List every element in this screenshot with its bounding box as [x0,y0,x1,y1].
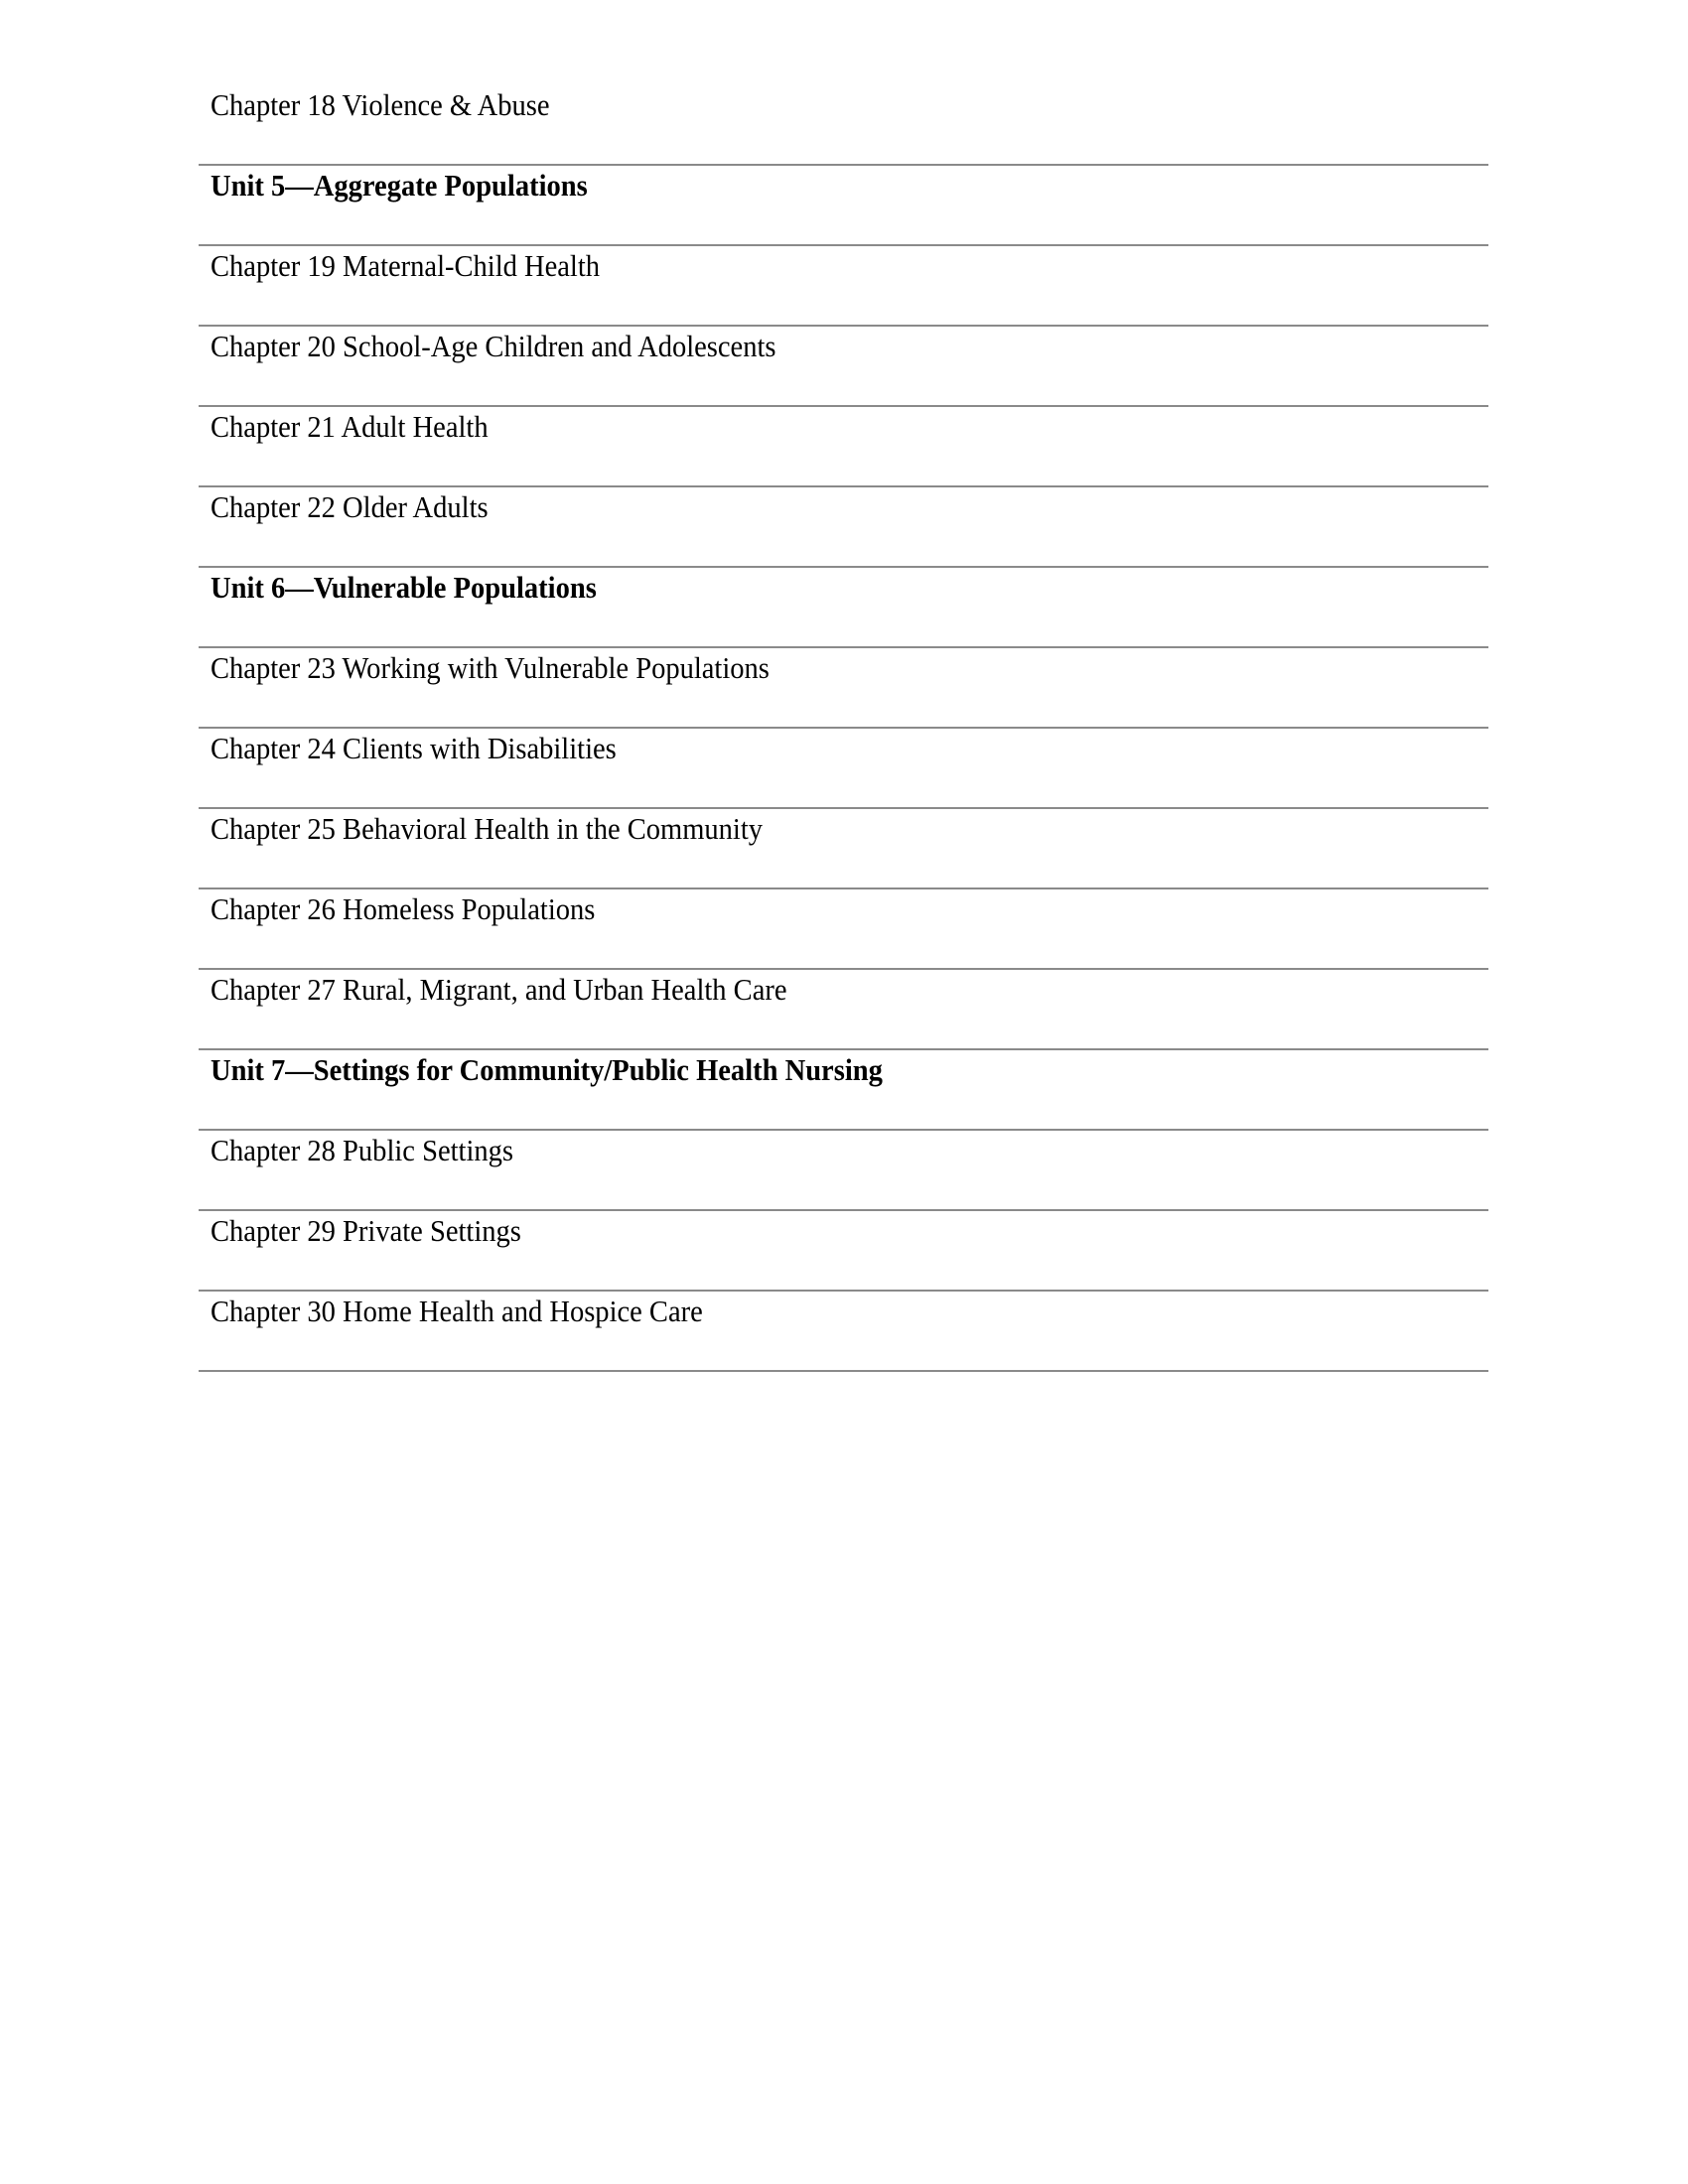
toc-row-label: Chapter 25 Behavioral Health in the Community [211,811,764,846]
toc-row-unit-7 [199,1050,1488,1131]
toc-row-label: Chapter 20 School-Age Children and Adolescents [211,329,776,363]
toc-row-label: Chapter 24 Clients with Disabilities [211,731,617,765]
toc-row-label: Chapter 22 Older Adults [211,489,489,524]
toc-row-chapter-18 [199,85,1488,166]
table-of-contents [199,85,1488,1372]
toc-row-chapter-19 [199,246,1488,327]
toc-unit-heading: Unit 7—Settings for Community/Public Health Nursing [211,1052,883,1087]
toc-row-label: Chapter 18 Violence & Abuse [211,87,550,122]
toc-unit-heading: Unit 6—Vulnerable Populations [211,570,597,605]
toc-row-label: Chapter 27 Rural, Migrant, and Urban Health Care [211,972,787,1007]
toc-row-chapter-20 [199,327,1488,407]
toc-row-chapter-26 [199,889,1488,970]
toc-row-chapter-22 [199,487,1488,568]
toc-row-label: Chapter 30 Home Health and Hospice Care [211,1294,703,1328]
toc-row-chapter-30 [199,1292,1488,1372]
toc-row-label: Chapter 28 Public Settings [211,1133,513,1167]
toc-row-chapter-25 [199,809,1488,889]
toc-row-chapter-29 [199,1211,1488,1292]
toc-row-chapter-28 [199,1131,1488,1211]
toc-row-label: Chapter 21 Adult Health [211,409,489,444]
toc-row-label: Chapter 29 Private Settings [211,1213,521,1248]
toc-row-chapter-24 [199,729,1488,809]
toc-row-label: Chapter 26 Homeless Populations [211,891,596,926]
toc-row-unit-6 [199,568,1488,648]
toc-row-unit-5 [199,166,1488,246]
toc-row-label: Chapter 19 Maternal-Child Health [211,248,601,283]
toc-row-chapter-23 [199,648,1488,729]
toc-row-label: Chapter 23 Working with Vulnerable Populations [211,650,770,685]
toc-unit-heading: Unit 5—Aggregate Populations [211,168,588,203]
toc-row-chapter-21 [199,407,1488,487]
toc-row-chapter-27 [199,970,1488,1050]
